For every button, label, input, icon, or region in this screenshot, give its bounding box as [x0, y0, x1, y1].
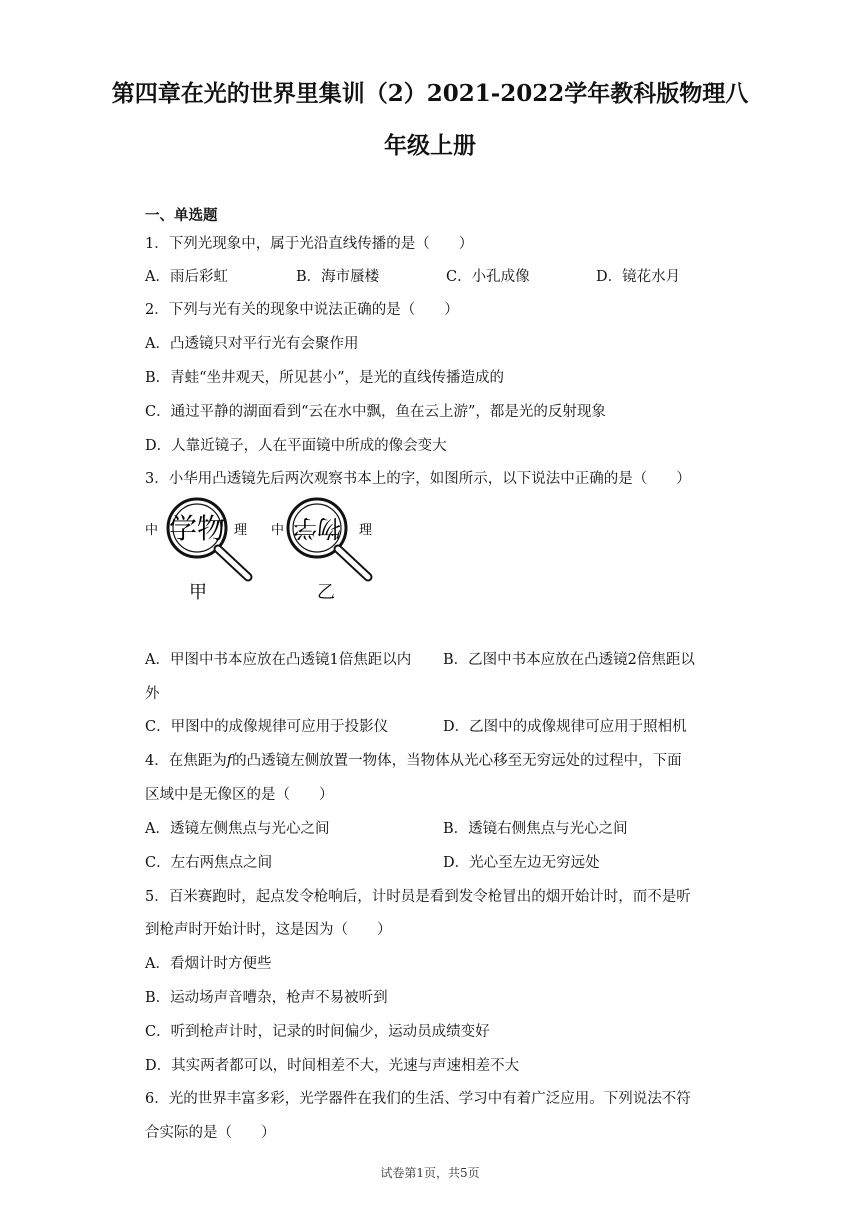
q3-stem: 3．小华用凸透镜先后两次观察书本上的字，如图所示，以下说法中正确的是（ ） [145, 471, 691, 487]
q2-option-b: B．青蛙“坐井观天，所见甚小”，是光的直线传播造成的 [145, 370, 504, 386]
page-title [100, 68, 760, 172]
q4-option-b: B．透镜右侧焦点与光心之间 [443, 821, 628, 837]
q1-stem: 1．下列光现象中，属于光沿直线传播的是（ ） [145, 236, 474, 252]
q2-stem: 2．下列与光有关的现象中说法正确的是（ ） [145, 302, 459, 318]
q3-option-c: C．甲图中的成像规律可应用于投影仪 [145, 719, 389, 735]
magnifier-yi [271, 499, 372, 603]
q5-stem-line-2: 到枪声时开始计时，这是因为（ ） [145, 922, 392, 938]
magnifier-figure [145, 492, 405, 612]
q5-option-a: A．看烟计时方便些 [145, 956, 272, 972]
fig-yi-right-char: 理 [359, 522, 373, 537]
q4-option-c: C．左右两焦点之间 [145, 855, 273, 871]
q4-option-d: D．光心至左边无穷远处 [443, 855, 600, 871]
q6-stem-line-2: 合实际的是（ ） [145, 1125, 276, 1141]
fig-label-jia: 甲 [189, 582, 207, 603]
q1-option-b: B．海市蜃楼 [296, 269, 380, 285]
q2-option-c: C．通过平静的湖面看到“云在水中飘，鱼在云上游”，都是光的反射现象 [145, 404, 606, 420]
q2-option-d: D．人靠近镜子，人在平面镜中所成的像会变大 [145, 438, 447, 454]
magnifier-jia [145, 499, 248, 603]
q2-option-a: A．凸透镜只对平行光有会聚作用 [145, 336, 359, 352]
fig-jia-left-char: 中 [145, 522, 159, 537]
title-line-2: 年级上册 [384, 132, 476, 159]
fig-yi-left-char: 中 [271, 522, 285, 537]
q1-option-a: A．雨后彩虹 [145, 269, 228, 285]
q1-option-c: C．小孔成像 [446, 269, 530, 285]
q4-stem-pre: 4．在焦距为 [145, 753, 227, 769]
q3-option-d: D．乙图中的成像规律可应用于照相机 [443, 719, 687, 735]
page-footer: 试卷第1页，共5页 [380, 1166, 480, 1180]
q4-stem-post: 的凸透镜左侧放置一物体，当物体从光心移至无穷远处的过程中，下面 [232, 753, 682, 769]
q4-focal-symbol: f [226, 753, 233, 769]
q3-option-b-continued: 外 [145, 686, 160, 702]
fig-jia-enlarged-text: 学物 [168, 512, 226, 545]
q3-option-a: A．甲图中书本应放在凸透镜1倍焦距以内 [145, 652, 412, 668]
q4-option-a: A．透镜左侧焦点与光心之间 [145, 821, 330, 837]
q6-stem-line-1: 6．光的世界丰富多彩，光学器件在我们的生活、学习中有着广泛应用。下列说法不符 [145, 1091, 691, 1107]
q3-option-b: B．乙图中书本应放在凸透镜2倍焦距以 [443, 652, 695, 668]
fig-label-yi: 乙 [317, 582, 335, 603]
q4-stem-line-1 [145, 749, 682, 770]
title-line-1: 第四章在光的世界里集训（2）2021-2022学年教科版物理八 [111, 80, 749, 107]
q5-option-c: C．听到枪声计时，记录的时间偏少，运动员成绩变好 [145, 1024, 490, 1040]
q5-stem-line-1: 5．百米赛跑时，起点发令枪响后，计时员是看到发令枪冒出的烟开始计时，而不是听 [145, 889, 691, 905]
section-heading: 一、单选题 [145, 207, 218, 224]
q5-option-b: B．运动场声音嘈杂，枪声不易被听到 [145, 990, 388, 1006]
q1-option-d: D．镜花水月 [596, 269, 681, 285]
fig-jia-right-char: 理 [234, 522, 248, 537]
fig-yi-inverted-text: 物学 [293, 514, 341, 542]
q5-option-d: D．其实两者都可以，时间相差不大，光速与声速相差不大 [145, 1058, 520, 1074]
q4-stem-line-2: 区域中是无像区的是（ ） [145, 787, 334, 803]
